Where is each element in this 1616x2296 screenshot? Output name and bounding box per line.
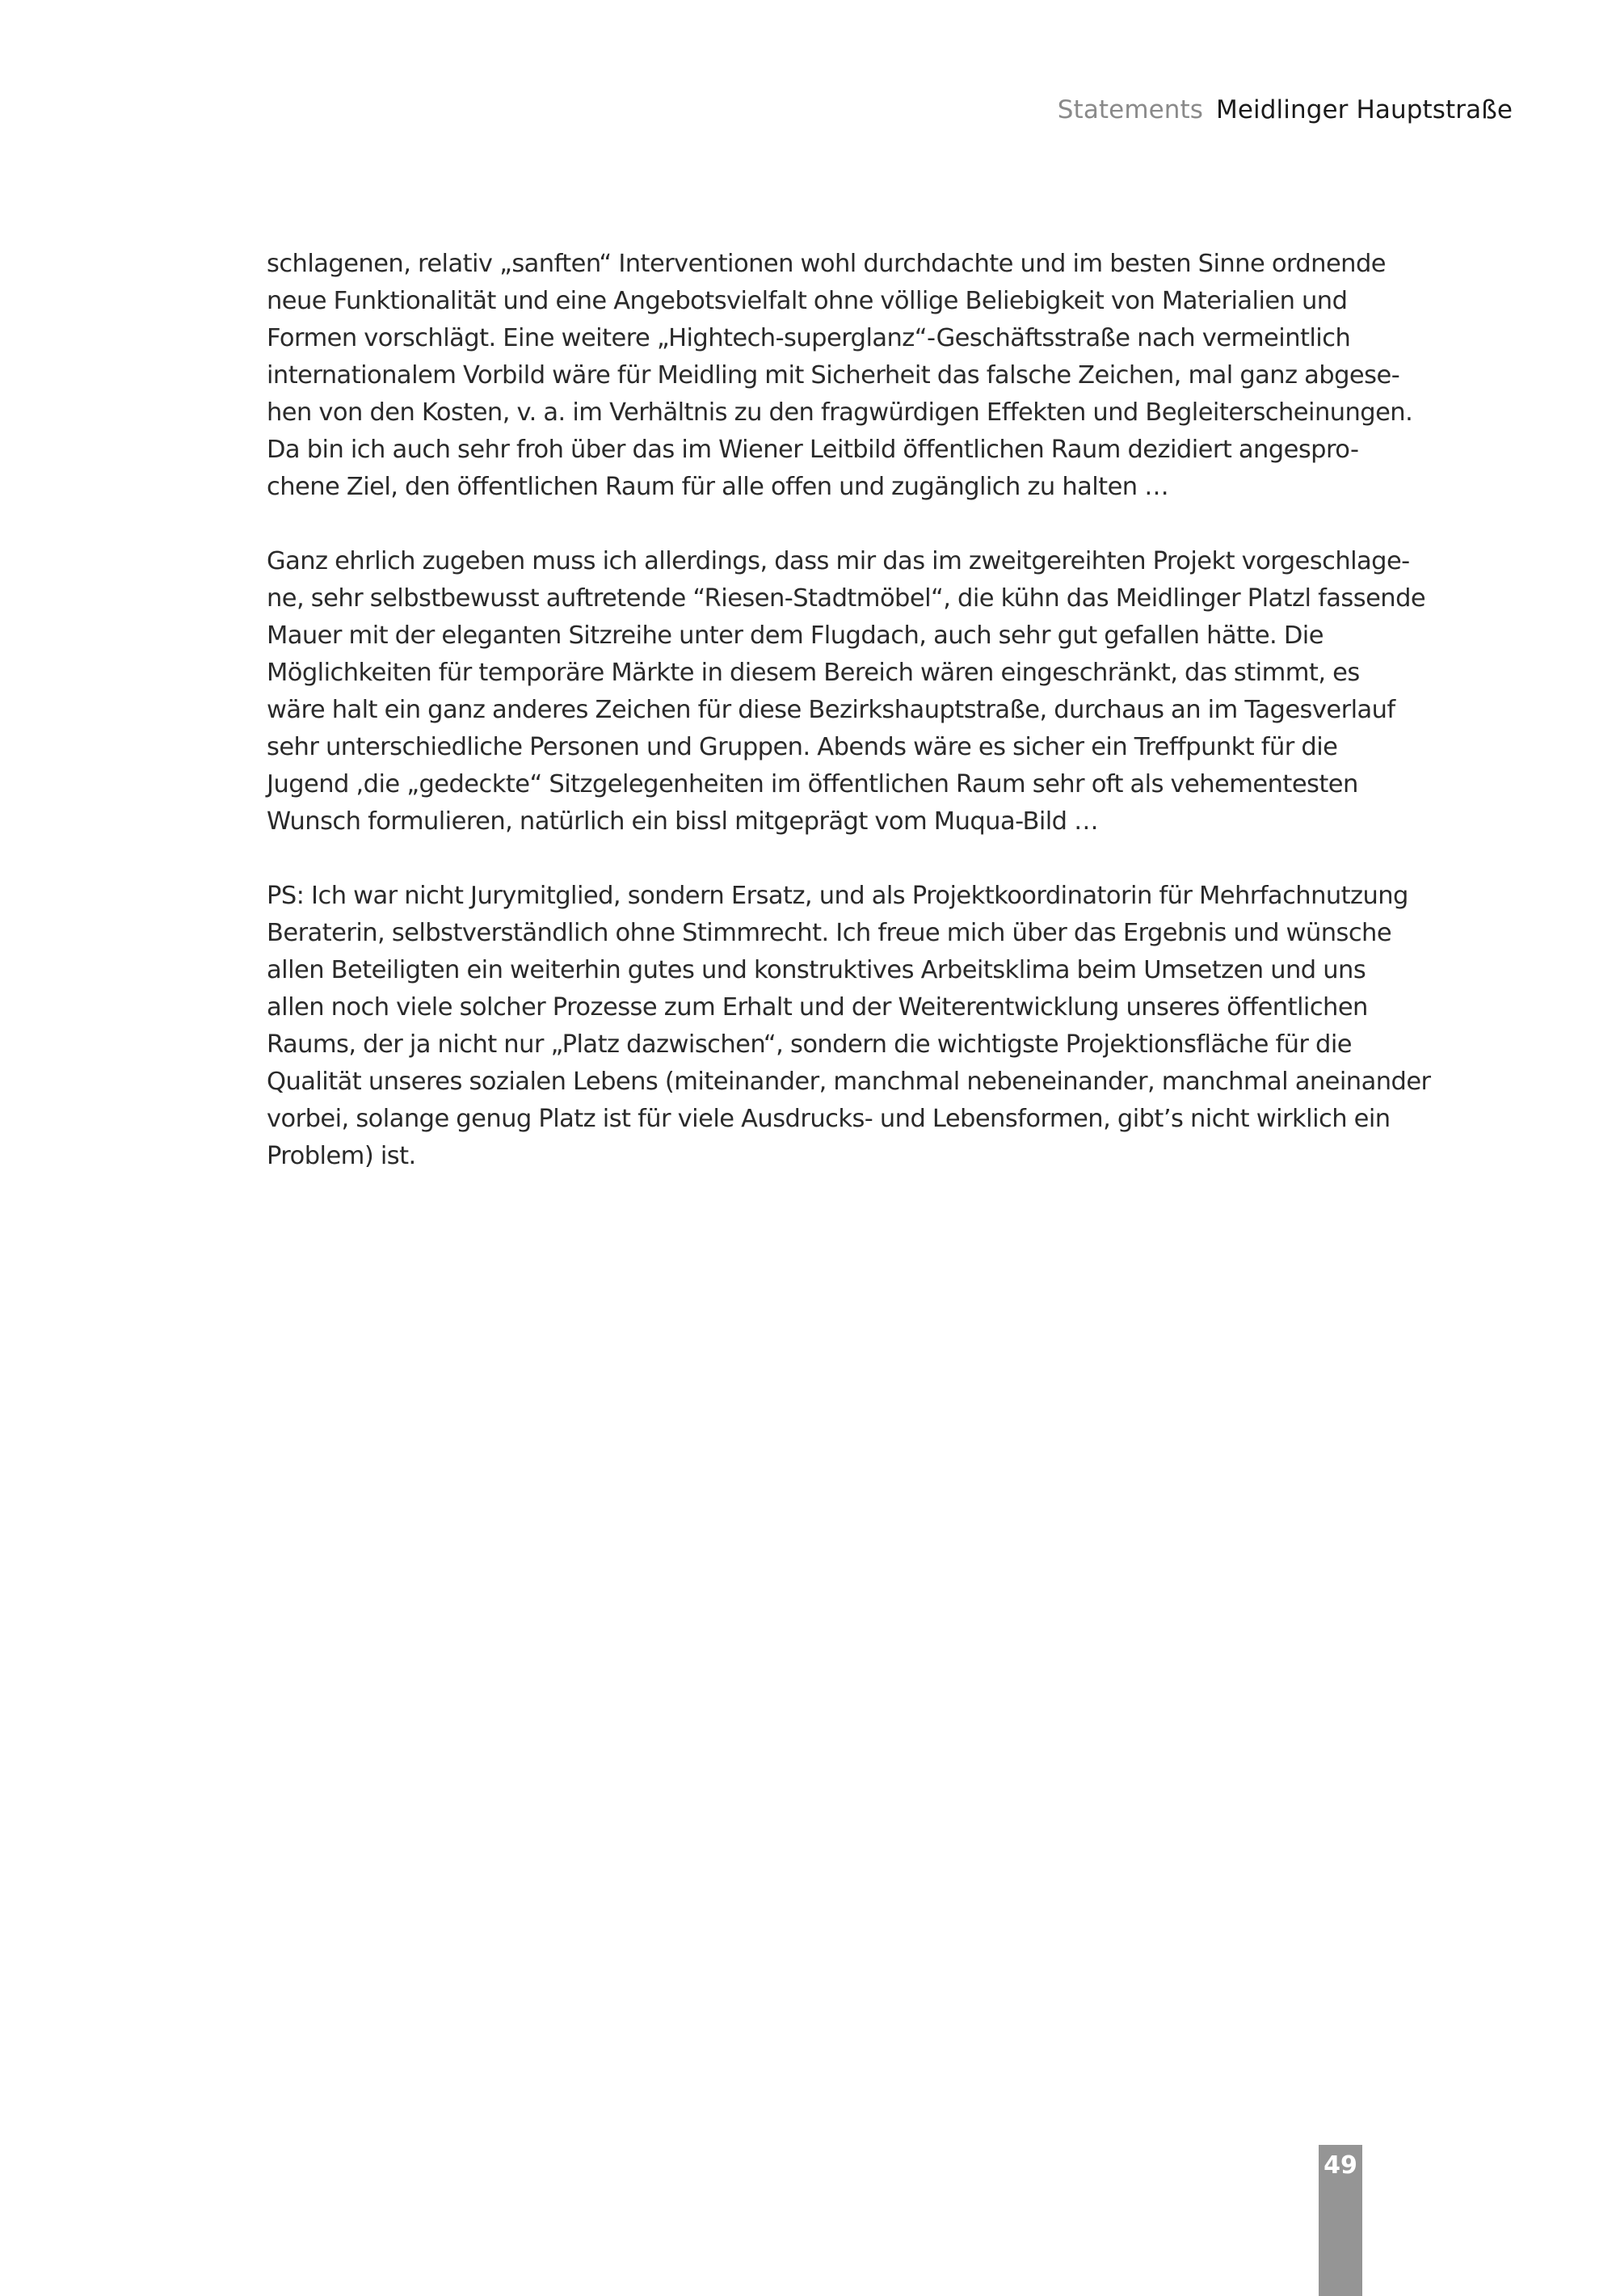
text-line: Möglichkeiten für temporäre Märkte in diesem Bereich wären eingeschränkt, das stimmt, es [267, 659, 1360, 687]
text-line: neue Funktionalität und eine Angebotsvielfalt ohne völlige Beliebigkeit von Materialien und [267, 287, 1348, 315]
text-line: Wunsch formulieren, natürlich ein bissl mitgeprägt vom Muqua-Bild … [267, 807, 1099, 836]
text-line: allen Beteiligten ein weiterhin gutes und konstruktives Arbeitsklima beim Umsetzen und uns [267, 956, 1366, 984]
text-line: schlagenen, relativ „sanften“ Interventionen wohl durchdachte und im besten Sinne ordnende [267, 250, 1386, 278]
text-line: chene Ziel, den öffentlichen Raum für alle offen und zugänglich zu halten … [267, 473, 1169, 501]
header-title: Meidlinger Hauptstraße [1216, 95, 1513, 124]
text-line: PS: Ich war nicht Jurymitglied, sondern Ersatz, und als Projektkoordinatorin für Mehrfachnutzung [267, 882, 1408, 910]
page-number-tab [1319, 2145, 1362, 2296]
text-line: sehr unterschiedliche Personen und Gruppen. Abends wäre es sicher ein Treffpunkt für die [267, 733, 1338, 761]
text-line: internationalem Vorbild wäre für Meidling mit Sicherheit das falsche Zeichen, mal ganz abgese- [267, 361, 1400, 390]
text-line: wäre halt ein ganz anderes Zeichen für diese Bezirkshauptstraße, durchaus an im Tagesverlauf [267, 696, 1395, 724]
text-line: allen noch viele solcher Prozesse zum Erhalt und der Weiterentwicklung unseres öffentlichen [267, 993, 1368, 1022]
text-line: hen von den Kosten, v. a. im Verhältnis zu den fragwürdigen Effekten und Begleiterscheinungen. [267, 398, 1413, 427]
text-line: ne, sehr selbstbewusst auftretende “Riesen-Stadtmöbel“, die kühn das Meidlinger Platzl fassende [267, 584, 1426, 613]
running-header [1058, 95, 1513, 124]
paragraph [267, 878, 1431, 1175]
text-line: Ganz ehrlich zugeben muss ich allerdings, dass mir das im zweitgereihten Projekt vorgeschlage- [267, 547, 1410, 575]
text-line: Da bin ich auch sehr froh über das im Wiener Leitbild öffentlichen Raum dezidiert angespro- [267, 436, 1359, 464]
text-line: Mauer mit der eleganten Sitzreihe unter dem Flugdach, auch sehr gut gefallen hätte. Die [267, 621, 1324, 650]
page-number: 49 [1324, 2151, 1357, 2180]
header-section: Statements [1057, 95, 1204, 124]
body-text [267, 246, 1431, 1212]
text-line: Beraterin, selbstverständlich ohne Stimmrecht. Ich freue mich über das Ergebnis und wünsche [267, 919, 1392, 947]
text-line: Problem) ist. [267, 1142, 416, 1170]
paragraph [267, 246, 1413, 506]
text-line: Raums, der ja nicht nur „Platz dazwischen“, sondern die wichtigste Projektionsfläche für die [267, 1030, 1352, 1059]
text-line: Jugend ,die „gedeckte“ Sitzgelegenheiten im öffentlichen Raum sehr oft als vehementesten [267, 770, 1358, 798]
text-line: vorbei, solange genug Platz ist für viele Ausdrucks- und Lebensformen, gibt’s nicht wirklich ein [267, 1105, 1391, 1133]
text-line: Formen vorschlägt. Eine weitere „Hightech-superglanz“-Geschäftsstraße nach vermeintlich [267, 324, 1351, 352]
paragraph [267, 543, 1426, 840]
text-line: Qualität unseres sozialen Lebens (miteinander, manchmal nebeneinander, manchmal aneinander [267, 1068, 1431, 1096]
